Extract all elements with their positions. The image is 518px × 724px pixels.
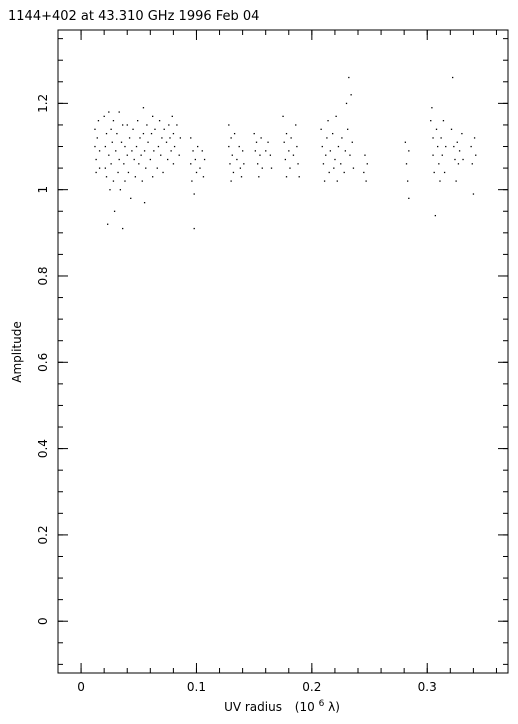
data-point <box>166 142 167 143</box>
data-point <box>334 159 335 160</box>
data-point <box>120 189 121 190</box>
data-point <box>437 146 438 147</box>
data-point <box>131 150 132 151</box>
data-point <box>168 124 169 125</box>
data-point <box>271 167 272 168</box>
data-point <box>145 167 146 168</box>
data-point <box>330 150 331 151</box>
data-point <box>348 77 349 78</box>
data-point <box>119 111 120 112</box>
data-point <box>436 129 437 130</box>
data-point <box>232 155 233 156</box>
data-point <box>344 172 345 173</box>
data-point <box>108 111 109 112</box>
data-point <box>95 159 96 160</box>
data-point <box>347 129 348 130</box>
data-point <box>475 155 476 156</box>
data-point <box>146 124 147 125</box>
data-point <box>114 211 115 212</box>
x-axis-label-close: λ) <box>328 700 340 714</box>
data-point <box>132 129 133 130</box>
plot-frame <box>58 30 508 673</box>
data-point <box>432 137 433 138</box>
data-point <box>129 137 130 138</box>
data-point <box>154 129 155 130</box>
data-point <box>157 167 158 168</box>
data-point <box>286 133 287 134</box>
data-point <box>167 159 168 160</box>
x-axis-label-main: UV radius <box>224 700 282 714</box>
data-point <box>99 150 100 151</box>
data-point <box>143 133 144 134</box>
data-point <box>204 159 205 160</box>
data-point <box>99 167 100 168</box>
data-point <box>289 167 290 168</box>
data-point <box>147 142 148 143</box>
x-tick-label: 0.1 <box>186 680 207 694</box>
data-point <box>326 137 327 138</box>
data-point <box>116 133 117 134</box>
data-point <box>191 180 192 181</box>
y-tick-label: 0.6 <box>36 352 50 372</box>
data-point <box>190 137 191 138</box>
y-tick-label: 0.4 <box>36 439 50 459</box>
data-point <box>199 167 200 168</box>
data-point <box>127 155 128 156</box>
data-point <box>107 224 108 225</box>
data-point <box>363 172 364 173</box>
data-point <box>455 180 456 181</box>
data-point <box>285 159 286 160</box>
data-point <box>134 159 135 160</box>
data-point <box>338 146 339 147</box>
data-point <box>139 137 140 138</box>
data-point <box>365 180 366 181</box>
data-point <box>299 176 300 177</box>
data-point <box>440 137 441 138</box>
data-point <box>170 150 171 151</box>
data-point <box>105 146 106 147</box>
data-point <box>135 176 136 177</box>
data-points <box>94 77 476 229</box>
data-point <box>108 155 109 156</box>
data-point <box>284 142 285 143</box>
data-point <box>140 155 141 156</box>
data-point <box>152 176 153 177</box>
data-point <box>105 167 106 168</box>
data-point <box>158 146 159 147</box>
data-point <box>115 150 116 151</box>
data-point <box>257 163 258 164</box>
data-point <box>110 163 111 164</box>
data-point <box>242 150 243 151</box>
axis-ticks <box>58 30 508 673</box>
data-point <box>472 163 473 164</box>
data-point <box>94 129 95 130</box>
data-point <box>228 146 229 147</box>
data-point <box>340 163 341 164</box>
data-point <box>234 133 235 134</box>
data-point <box>256 142 257 143</box>
data-point <box>104 116 105 117</box>
data-point <box>138 163 139 164</box>
data-point <box>239 146 240 147</box>
data-point <box>293 155 294 156</box>
data-point <box>405 142 406 143</box>
data-point <box>353 167 354 168</box>
data-point <box>194 193 195 194</box>
x-axis-label <box>224 695 340 714</box>
data-point <box>230 137 231 138</box>
data-point <box>122 124 123 125</box>
data-point <box>124 180 125 181</box>
axis-tick-labels <box>36 94 437 694</box>
data-point <box>190 163 191 164</box>
data-point <box>162 172 163 173</box>
data-point <box>98 120 99 121</box>
data-point <box>254 133 255 134</box>
data-point <box>442 155 443 156</box>
data-point <box>454 159 455 160</box>
data-point <box>169 137 170 138</box>
data-point <box>173 163 174 164</box>
data-point <box>255 150 256 151</box>
data-point <box>434 172 435 173</box>
data-point <box>153 150 154 151</box>
data-point <box>179 155 180 156</box>
data-point <box>112 142 113 143</box>
data-point <box>288 150 289 151</box>
data-point <box>290 137 291 138</box>
data-point <box>451 129 452 130</box>
data-point <box>470 146 471 147</box>
data-point <box>406 163 407 164</box>
data-point <box>329 172 330 173</box>
data-point <box>461 133 462 134</box>
data-point <box>142 180 143 181</box>
data-point <box>286 176 287 177</box>
data-point <box>267 142 268 143</box>
data-point <box>161 137 162 138</box>
data-point <box>119 159 120 160</box>
y-tick-label: 0 <box>36 617 50 626</box>
data-point <box>196 172 197 173</box>
data-point <box>117 172 118 173</box>
data-point <box>364 155 365 156</box>
data-point <box>130 198 131 199</box>
data-point <box>262 167 263 168</box>
x-tick-label: 0.3 <box>417 680 437 694</box>
data-point <box>430 120 431 121</box>
data-point <box>327 120 328 121</box>
data-point <box>113 120 114 121</box>
data-point <box>474 137 475 138</box>
data-point <box>164 129 165 130</box>
data-point <box>127 124 128 125</box>
data-point <box>444 172 445 173</box>
data-point <box>265 150 266 151</box>
data-point <box>341 137 342 138</box>
data-point <box>123 163 124 164</box>
data-point <box>122 228 123 229</box>
data-point <box>106 176 107 177</box>
data-point <box>408 150 409 151</box>
data-point <box>151 133 152 134</box>
data-point <box>258 176 259 177</box>
y-tick-label: 0.8 <box>36 266 50 286</box>
data-point <box>350 94 351 95</box>
data-point <box>236 159 237 160</box>
data-point <box>152 116 153 117</box>
data-point <box>333 167 334 168</box>
data-point <box>337 180 338 181</box>
data-point <box>192 150 193 151</box>
data-point <box>202 150 203 151</box>
data-point <box>438 163 439 164</box>
data-point <box>367 163 368 164</box>
data-point <box>346 103 347 104</box>
data-point <box>270 155 271 156</box>
data-point <box>282 116 283 117</box>
data-point <box>432 155 433 156</box>
data-point <box>458 163 459 164</box>
data-point <box>322 146 323 147</box>
data-point <box>457 142 458 143</box>
data-point <box>352 142 353 143</box>
data-point <box>128 172 129 173</box>
data-point <box>243 163 244 164</box>
data-point <box>150 159 151 160</box>
data-point <box>443 120 444 121</box>
data-point <box>144 150 145 151</box>
data-point <box>228 124 229 125</box>
data-point <box>159 120 160 121</box>
data-point <box>349 155 350 156</box>
data-point <box>95 172 96 173</box>
data-point <box>174 146 175 147</box>
data-point <box>143 107 144 108</box>
data-point <box>408 198 409 199</box>
data-point <box>197 146 198 147</box>
data-point <box>335 116 336 117</box>
data-point <box>233 172 234 173</box>
data-point <box>297 163 298 164</box>
data-point <box>124 146 125 147</box>
data-point <box>113 180 114 181</box>
data-point <box>320 129 321 130</box>
data-point <box>136 146 137 147</box>
data-point <box>295 124 296 125</box>
data-point <box>435 215 436 216</box>
y-tick-label: 1 <box>36 185 50 194</box>
x-axis-label-open: (10 <box>294 700 315 714</box>
x-tick-label: 0.2 <box>302 680 322 694</box>
data-point <box>180 137 181 138</box>
data-point <box>473 193 474 194</box>
data-point <box>176 124 177 125</box>
data-point <box>194 228 195 229</box>
data-point <box>94 146 95 147</box>
data-point <box>172 116 173 117</box>
data-point <box>240 167 241 168</box>
data-point <box>106 133 107 134</box>
data-point <box>109 189 110 190</box>
data-point <box>195 159 196 160</box>
data-point <box>229 163 230 164</box>
data-point <box>173 133 174 134</box>
chart-title: 1144+402 at 43.310 GHz 1996 Feb 04 <box>8 9 260 24</box>
data-point <box>230 180 231 181</box>
data-point <box>452 77 453 78</box>
data-point <box>445 146 446 147</box>
data-point <box>462 159 463 160</box>
data-point <box>332 133 333 134</box>
data-point <box>260 137 261 138</box>
y-tick-label: 1.2 <box>36 93 50 113</box>
data-point <box>137 120 138 121</box>
data-point <box>160 155 161 156</box>
x-tick-label: 0 <box>77 680 85 694</box>
data-point <box>110 129 111 130</box>
data-point <box>439 180 440 181</box>
data-point <box>431 107 432 108</box>
data-point <box>453 146 454 147</box>
data-point <box>324 180 325 181</box>
data-point <box>345 150 346 151</box>
y-axis-label: Amplitude <box>10 321 24 383</box>
data-point <box>97 137 98 138</box>
data-point <box>459 150 460 151</box>
data-point <box>296 146 297 147</box>
data-point <box>325 155 326 156</box>
x-axis-label-exponent: 6 <box>318 699 325 709</box>
data-point <box>203 176 204 177</box>
data-point <box>121 142 122 143</box>
data-point <box>323 163 324 164</box>
data-point <box>144 202 145 203</box>
data-point <box>259 155 260 156</box>
data-point <box>407 180 408 181</box>
data-point <box>241 176 242 177</box>
y-tick-label: 0.2 <box>36 525 50 545</box>
